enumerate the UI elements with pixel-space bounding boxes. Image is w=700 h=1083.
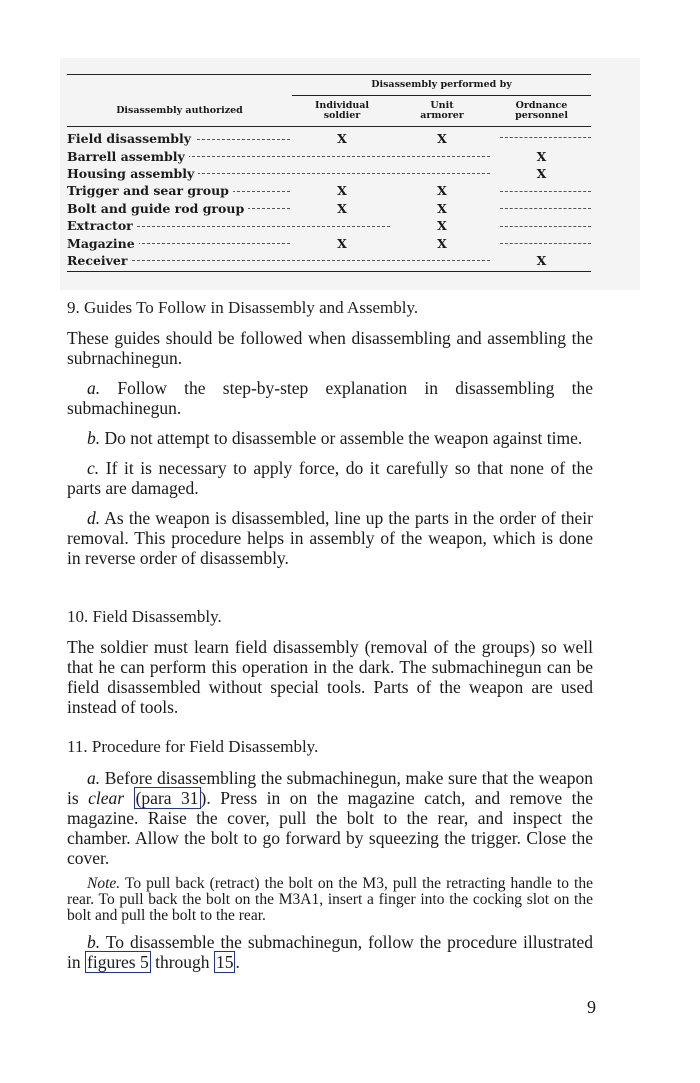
col-header-individual: Individual soldier	[292, 96, 392, 127]
table-row	[67, 165, 591, 182]
table-row	[67, 127, 591, 148]
dash-filler	[492, 234, 591, 251]
section-10-heading: 10. Field Disassembly.	[67, 607, 222, 626]
section-9-intro: These guides should be followed when disassembling and assembling the subrnachinegun.	[67, 328, 593, 368]
individual-mark: X	[337, 183, 347, 199]
guide-c: c. If it is necessary to apply force, do it carefully so that none of the parts are damaged.	[67, 458, 593, 498]
table-row	[67, 147, 591, 164]
unit-mark: X	[437, 235, 447, 251]
col-header-ordnance: Ordnance personnel	[492, 96, 591, 127]
guide-a: a. Follow the step-by-step explanation in disassembling the submachinegun.	[67, 378, 593, 418]
section-10-body	[67, 637, 593, 717]
part-label: Receiver	[67, 253, 131, 268]
page-number: 9	[587, 997, 596, 1017]
unit-mark: X	[437, 200, 447, 216]
part-cell	[67, 217, 392, 234]
part-label: Trigger and sear group	[67, 183, 233, 198]
section-10-text: The soldier must learn field disassembly (removal of the groups) so well that he can perform this operation in the dark. The submachinegun can be field disassembled without special tools. Parts of the weapon are used instead of tools.	[67, 637, 593, 717]
dash-filler	[492, 182, 591, 199]
individual-mark: X	[337, 131, 347, 147]
section-11-heading: 11. Procedure for Field Disassembly.	[67, 737, 319, 756]
ordnance-mark: X	[536, 165, 547, 181]
para-31-link[interactable]: (para 31	[135, 788, 199, 808]
individual-mark: X	[337, 200, 347, 216]
unit-mark: X	[437, 218, 447, 234]
table-header-blank	[67, 75, 292, 96]
dash-filler	[492, 217, 591, 234]
unit-mark: X	[437, 131, 447, 147]
part-cell	[67, 200, 292, 217]
table-row	[67, 217, 591, 234]
procedure-a: a. Before disassembling the submachinegun, make sure that the weapon is clear (para 31 ). Press in on the magazine catch, and remove the magazine. Raise the cover, pull the bolt to the rear, and inspect the chamber. Allow the bolt to go forward by squeezing the trigger. Close the cover.	[67, 768, 593, 868]
col-header-authorized: Disassembly authorized	[67, 96, 292, 127]
ordnance-mark: X	[492, 252, 591, 272]
part-label: Bolt and guide rod group	[67, 201, 248, 216]
figures-5-link[interactable]: figures 5	[87, 952, 149, 972]
col-header-unit: Unit armorer	[392, 96, 492, 127]
disassembly-table-region	[60, 58, 640, 290]
guide-b: b. Do not attempt to disassemble or assemble the weapon against time.	[87, 428, 583, 448]
figure-15-link[interactable]: 15	[215, 952, 234, 972]
guide-d: d. As the weapon is disassembled, line up the parts in the order of their removal. This procedure helps in assembly of the weapon, which is done in reverse order of disassembly.	[67, 508, 593, 568]
part-label: Magazine	[67, 236, 139, 251]
part-cell	[67, 182, 292, 199]
section-11-body	[67, 768, 593, 972]
part-label: Housing assembly	[67, 166, 198, 181]
part-cell	[67, 252, 492, 272]
part-label: Barrell assembly	[67, 149, 189, 164]
section-9-body	[67, 328, 593, 568]
part-cell	[67, 147, 492, 164]
unit-mark: X	[437, 183, 447, 199]
procedure-b: b. To disassemble the submachinegun, follow the procedure illustrated in figures 5 through 15 .	[67, 932, 593, 972]
table-row	[67, 182, 591, 199]
part-cell	[67, 234, 292, 251]
procedure-note: Note. To pull back (retract) the bolt on the M3, pull the retracting handle to the rear. To pull back the bolt on the M3A1, insert a finger into the cocking slot on the bolt and pull the bolt to the rear.	[67, 875, 593, 924]
part-label: Extractor	[67, 218, 137, 233]
dash-filler	[492, 200, 591, 217]
table-row	[67, 252, 591, 272]
table-row	[67, 234, 591, 251]
part-label: Field disassembly	[67, 131, 195, 146]
part-cell	[67, 127, 292, 148]
table-row	[67, 200, 591, 217]
dash-filler	[492, 127, 591, 148]
ordnance-mark: X	[536, 148, 547, 164]
part-cell	[67, 165, 492, 182]
disassembly-table	[67, 74, 591, 272]
table-header-performed-by: Disassembly performed by	[292, 75, 591, 96]
section-9-heading: 9. Guides To Follow in Disassembly and Assembly.	[67, 298, 419, 317]
individual-mark: X	[337, 235, 347, 251]
